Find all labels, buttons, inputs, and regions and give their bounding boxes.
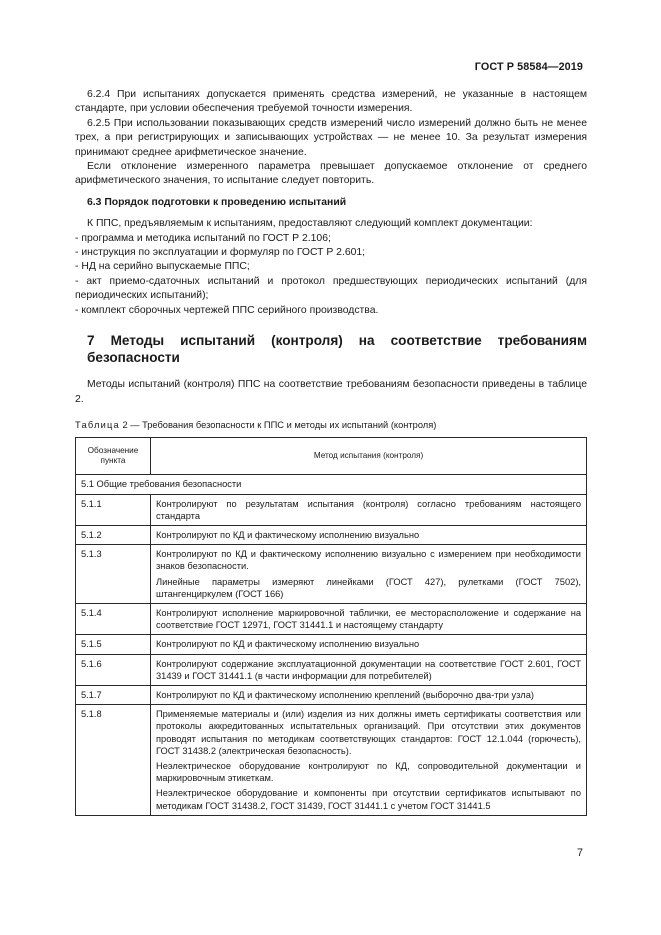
row-id: 5.1.3	[76, 545, 151, 604]
list-item: - инструкция по эксплуатации и формуляр по ГОСТ Р 2.601;	[75, 247, 366, 259]
table-caption-prefix: Таблица	[75, 419, 120, 430]
row-method	[151, 494, 587, 525]
list-item: - комплект сборочных чертежей ППС серийного производства.	[75, 304, 379, 316]
section-7-text: Методы испытаний (контроля) ППС на соответствие требованиям безопасности приведены в таблице 2.	[75, 379, 587, 405]
column-header-method: Метод испытания (контроля)	[151, 438, 587, 475]
row-method	[151, 705, 587, 816]
table-caption	[75, 418, 587, 432]
row-id: 5.1.4	[76, 603, 151, 634]
table-row	[76, 685, 587, 704]
table-row	[76, 654, 587, 685]
row-method	[151, 685, 587, 704]
table-row	[76, 545, 587, 604]
row-method	[151, 545, 587, 604]
method-text: Контролируют исполнение маркировочной таблички, ее месторасположение и содержание на соответствие ГОСТ 12971, ГОСТ 31441.1 и настоящему стандарту	[156, 607, 581, 631]
method-text: Линейные параметры измеряют линейками (ГОСТ 427), рулетками (ГОСТ 7502), штангенциркулем (ГОСТ 166)	[156, 576, 581, 599]
method-text: Неэлектрическое оборудование контролируют по КД, сопроводительной документации и маркировочным этикеткам.	[156, 760, 581, 784]
method-text: Контролируют по результатам испытания (контроля) согласно требованиям настоящего стандарта	[156, 498, 581, 521]
row-method	[151, 654, 587, 685]
table-caption-text: 2 — Требования безопасности к ППС и методы их испытаний (контроля)	[119, 419, 437, 430]
safety-requirements-table	[75, 437, 587, 815]
method-text: Неэлектрическое оборудование и компоненты при отсутствии сертификатов испытывают по методикам ГОСТ 31438.2, ГОСТ 31439, ГОСТ 31441.1 с учетом ГОСТ 31441.5	[156, 788, 581, 811]
method-text: Контролируют содержание эксплуатационной документации на соответствие ГОСТ 2.601, ГОСТ 31439 и ГОСТ 31441.1 (в части информации для потребителей)	[156, 658, 581, 681]
paragraph-6-2-4: 6.2.4 При испытаниях допускается применять средства измерений, не указанные в настоящем стандарте, при условии обеспечения требуемой точности измерения.	[75, 89, 587, 115]
row-id: 5.1.5	[76, 635, 151, 654]
table-row	[76, 603, 587, 634]
table-row	[76, 494, 587, 525]
document-header: ГОСТ Р 58584—2019	[474, 61, 583, 73]
list-item: - акт приемо-сдаточных испытаний и протокол предшествующих периодических испытаний (для периодических испытаний);	[75, 275, 587, 302]
method-text: Применяемые материалы и (или) изделия из них должны иметь сертификаты соответствия или протоколы аккредитованных испытательных организаций. При отсутствии этих документов проводят испытания по методикам соответствующих стандартов: ГОСТ 12.1.044 (горючесть), ГОСТ 31438.2 (электрическая безопасность).	[156, 709, 581, 756]
section-7-heading: 7 Методы испытаний (контроля) на соответствие требованиям безопасности	[87, 333, 587, 366]
table-row	[76, 635, 587, 654]
method-text: Контролируют по КД и фактическому исполнению визуально	[156, 639, 420, 650]
column-header-item: Обозначение пункта	[76, 438, 151, 475]
paragraph-6-2-5: 6.2.5 При использовании показывающих средств измерений число измерений должно быть не менее трех, а при регистрирующих и записывающих устройствах — не менее 10. За результат измерения принимают среднее арифметическое значение.	[75, 117, 587, 158]
table-row	[76, 525, 587, 544]
row-method	[151, 525, 587, 544]
row-method	[151, 603, 587, 634]
section-6-3-heading: 6.3 Порядок подготовки к проведению испытаний	[87, 196, 347, 208]
table-group-row	[76, 475, 587, 494]
method-text: Контролируют по КД и фактическому исполнению креплений (выборочно два-три узла)	[156, 689, 534, 700]
list-item: - программа и методика испытаний по ГОСТ Р 2.106;	[75, 232, 331, 244]
row-id: 5.1.1	[76, 494, 151, 525]
table-row	[76, 705, 587, 816]
row-id: 5.1.7	[76, 685, 151, 704]
page-number: 7	[576, 847, 583, 859]
list-item: - НД на серийно выпускаемые ППС;	[75, 261, 250, 273]
document-body	[75, 88, 587, 816]
row-id: 5.1.8	[76, 705, 151, 816]
method-text: Контролируют по КД и фактическому исполнению визуально с измерением при необходимости знаков безопасности.	[156, 549, 581, 572]
row-id: 5.1.6	[76, 654, 151, 685]
table-header-row	[76, 438, 587, 475]
section-6-3-intro: К ППС, предъявляемым к испытаниям, предоставляют следующий комплект документации:	[87, 218, 533, 230]
documentation-list	[75, 232, 587, 318]
row-id: 5.1.2	[76, 525, 151, 544]
paragraph-deviation: Если отклонение измеренного параметра превышает допускаемое отклонение от среднего арифметического значения, то испытание следует повторить.	[75, 161, 587, 187]
row-method	[151, 635, 587, 654]
method-text: Контролируют по КД и фактическому исполнению визуально	[156, 529, 420, 540]
group-title: 5.1 Общие требования безопасности	[76, 475, 587, 494]
